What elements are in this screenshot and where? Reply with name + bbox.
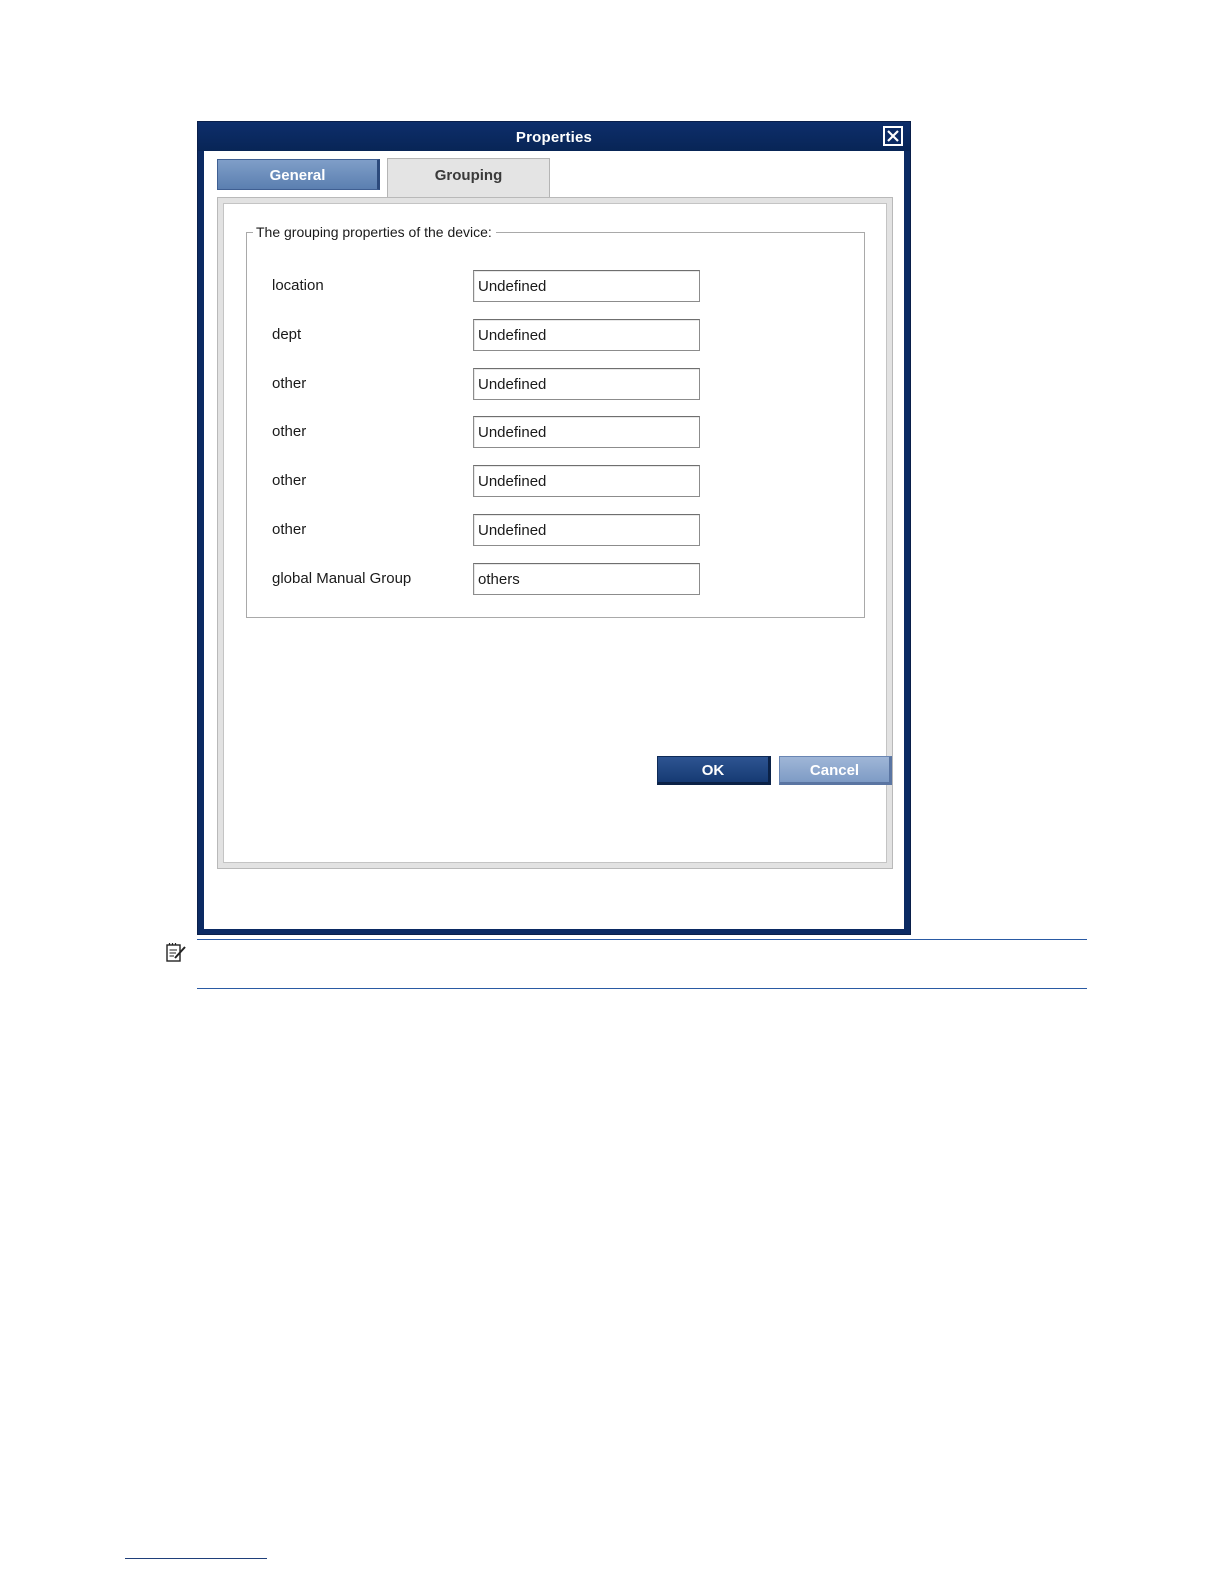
property-label: other: [272, 375, 307, 392]
property-label: other: [272, 521, 307, 538]
other-input-3[interactable]: [473, 465, 700, 497]
ok-button[interactable]: OK: [657, 756, 771, 785]
other-input-4[interactable]: [473, 514, 700, 546]
dept-input[interactable]: [473, 319, 700, 351]
dialog-title: Properties: [515, 129, 593, 146]
property-row-other-2: [272, 416, 712, 449]
note-icon: [165, 942, 187, 964]
property-label: global Manual Group: [272, 570, 412, 587]
property-row-other-4: [272, 514, 712, 547]
global-manual-group-input[interactable]: [473, 563, 700, 595]
property-row-dept: [272, 319, 712, 352]
property-row-global-manual-group: [272, 563, 712, 596]
tab-general[interactable]: General: [217, 159, 380, 190]
grouping-properties-group: [246, 224, 865, 618]
tab-grouping[interactable]: Grouping: [387, 158, 550, 197]
cancel-button[interactable]: Cancel: [779, 756, 892, 785]
location-input[interactable]: [473, 270, 700, 302]
footnote-divider: [125, 1558, 267, 1559]
property-row-location: [272, 270, 712, 303]
property-row-other-3: [272, 465, 712, 498]
close-button[interactable]: [883, 126, 903, 146]
property-label: location: [272, 277, 324, 294]
other-input-2[interactable]: [473, 416, 700, 448]
properties-dialog: [197, 121, 911, 935]
group-legend: The grouping properties of the device:: [253, 223, 496, 241]
close-icon: [887, 130, 899, 142]
dialog-body: [204, 151, 904, 929]
note-divider-bottom: [197, 988, 1087, 989]
property-row-other-1: [272, 368, 712, 401]
note-divider-top: [197, 939, 1087, 940]
title-bar[interactable]: [198, 122, 910, 151]
property-label: other: [272, 423, 307, 440]
other-input-1[interactable]: [473, 368, 700, 400]
property-label: other: [272, 472, 307, 489]
property-label: dept: [272, 326, 302, 343]
